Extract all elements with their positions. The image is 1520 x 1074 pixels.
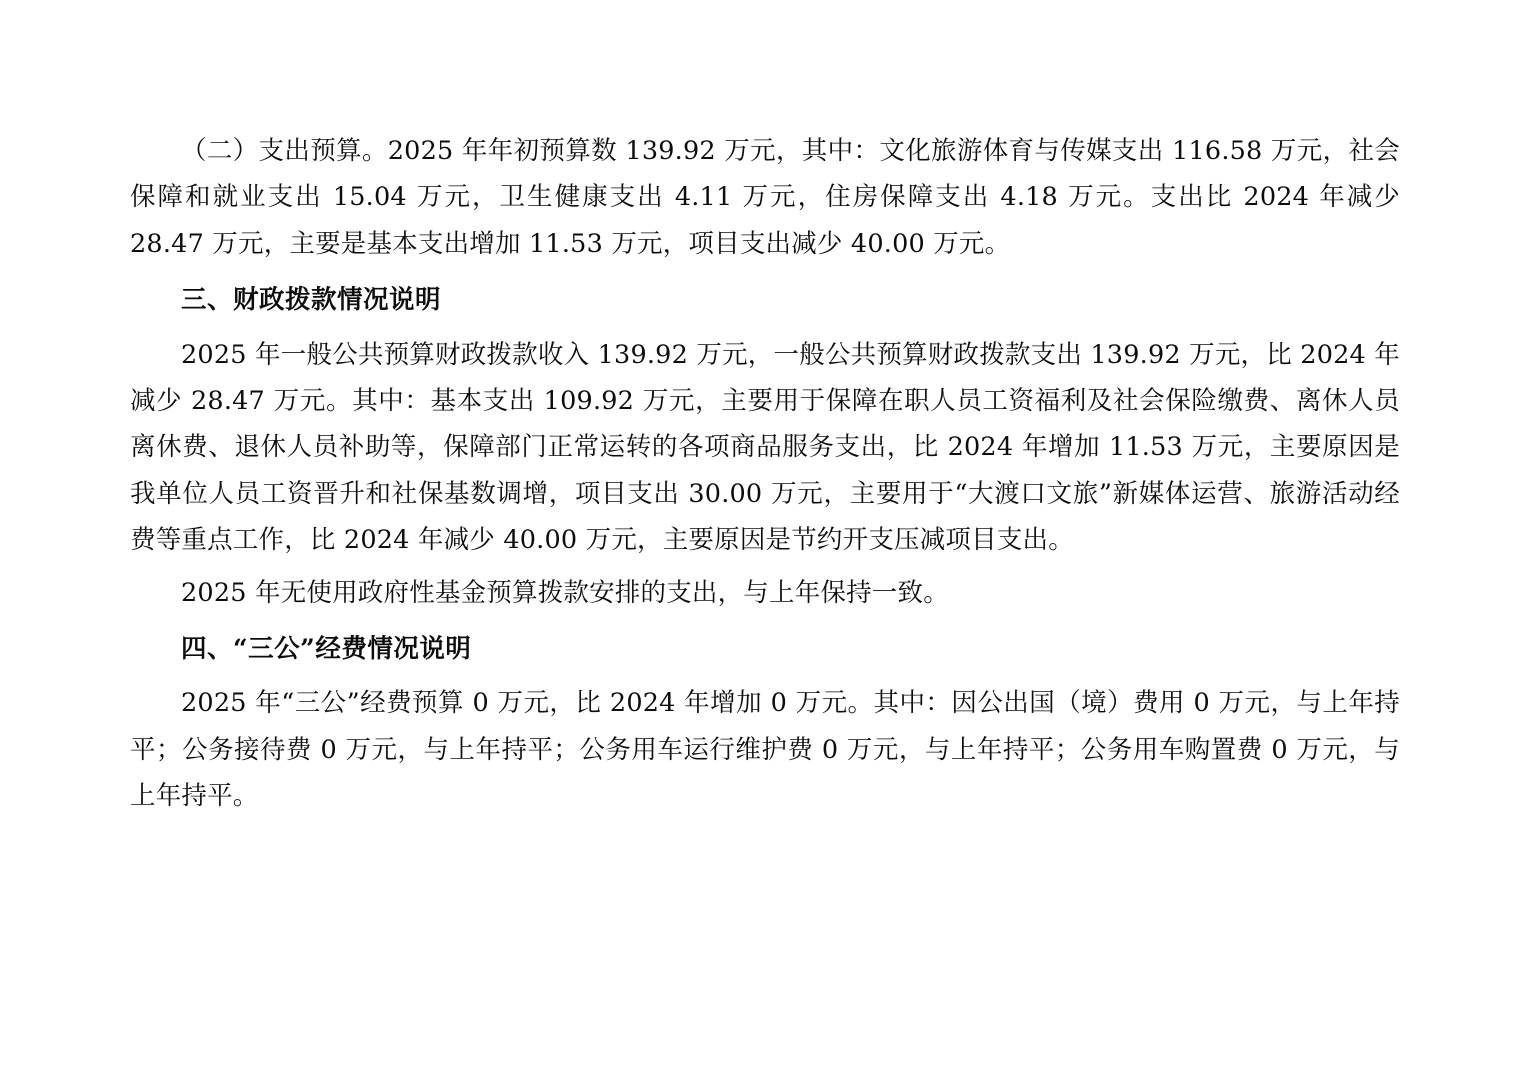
heading-section-three: 三、财政拨款情况说明 — [181, 285, 442, 316]
paragraph-government-fund: 2025 年无使用政府性基金预算拨款安排的支出，与上年保持一致。 — [181, 577, 949, 608]
document-body — [130, 128, 1400, 820]
paragraph-three-public-expenses: 2025 年“三公”经费预算 0 万元，比 2024 年增加 0 万元。其中：因公出国（境）费用 0 万元，与上年持平；公务接待费 0 万元，与上年持平；公务用车运行维护费 0 万元，与上年持平；公务用车购置费 0 万元，与上年持平。 — [130, 688, 1400, 812]
heading-section-four: 四、“三公”经费情况说明 — [181, 634, 472, 665]
paragraph-expenditure-budget: （二）支出预算。2025 年年初预算数 139.92 万元，其中：文化旅游体育与传媒支出 116.58 万元，社会保障和就业支出 15.04 万元，卫生健康支出 4.11 万元，住房保障支出 4.18 万元。支出比 2024 年减少 28.47 万元，主要是基本支出增加 11.53 万元，项目支出减少 40.00 万元。 — [130, 136, 1400, 259]
paragraph-fiscal-appropriation: 2025 年一般公共预算财政拨款收入 139.92 万元，一般公共预算财政拨款支出 139.92 万元，比 2024 年减少 28.47 万元。其中：基本支出 109.92 万元，主要用于保障在职人员工资福利及社会保险缴费、离休人员离休费、退休人员补助等，保障部门正常运转的各项商品服务支出，比 2024 年增加 11.53 万元，主要原因是我单位人员工资晋升和社保基数调增，项目支出 30.00 万元，主要用于“大渡口文旅”新媒体运营、旅游活动经费等重点工作，比 2024 年减少 40.00 万元，主要原因是节约开支压减项目支出。 — [130, 339, 1400, 556]
